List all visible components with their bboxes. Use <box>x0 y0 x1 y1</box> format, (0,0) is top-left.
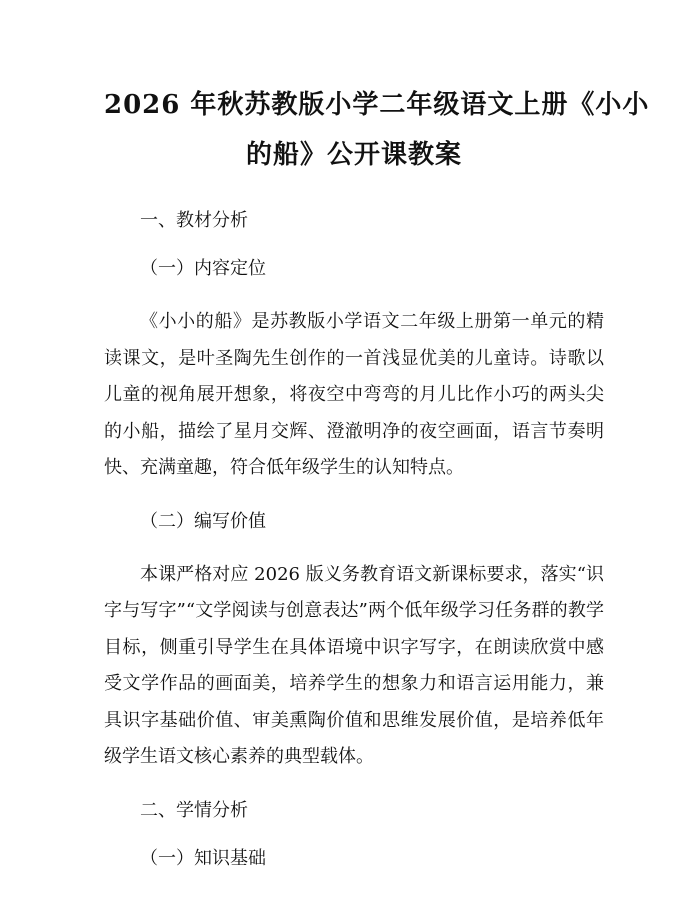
subsection-heading-compilation-value: （二）编写价值 <box>140 510 266 532</box>
document-title <box>104 0 650 180</box>
paragraph-compilation-value: 本课严格对应 2026 版义务教育语文新课标要求，落实“识字与写字”“文学阅读与创意表达”两个低年级学习任务群的教学目标，侧重引导学生在具体语境中识字写字，在朗读欣赏中感受文学作品的画面美，培养学生的想象力和语言运用能力，兼具识字基础价值、审美熏陶价值和思维发展价值，是培养低年级学生语文核心素养的典型载体。 <box>104 563 604 767</box>
section-heading-learner-analysis: 二、学情分析 <box>140 799 248 821</box>
section-heading-teaching-material-analysis: 一、教材分析 <box>140 210 248 231</box>
paragraph-content-positioning: 《小小的船》是苏教版小学语文二年级上册第一单元的精读课文，是叶圣陶先生创作的一首浅显优美的儿童诗。诗歌以儿童的视角展开想象，将夜空中弯弯的月儿比作小巧的两头尖的小船，描绘了星月交辉、澄澈明净的夜空画面，语言节奏明快、充满童趣，符合低年级学生的认知特点。 <box>104 311 604 478</box>
title-line-1: 2026 年秋苏教版小学二年级语文上册《小小 <box>104 90 650 120</box>
subsection-heading-content-positioning: （一）内容定位 <box>140 258 266 279</box>
subsection-heading-knowledge-basis: （一）知识基础 <box>140 847 266 869</box>
title-line-2: 的船》公开课教案 <box>245 140 462 170</box>
